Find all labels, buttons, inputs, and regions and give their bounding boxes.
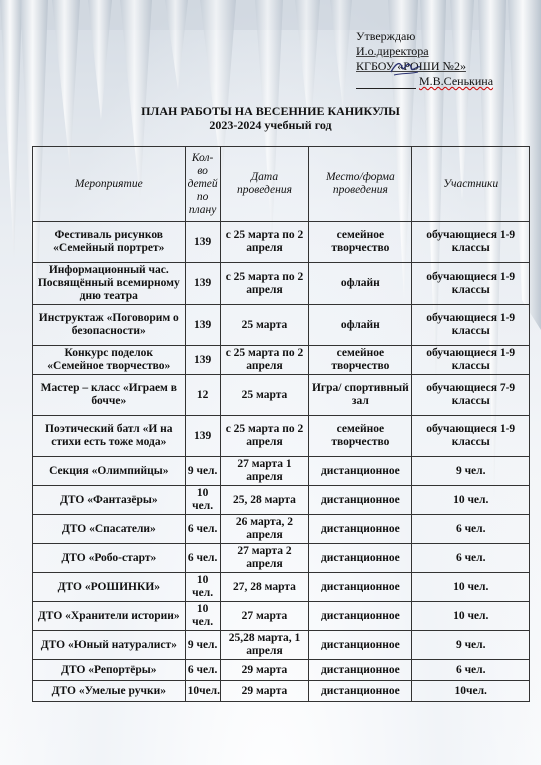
cell-date: 25, 28 марта	[220, 486, 309, 515]
cell-place: дистанционное	[309, 681, 412, 702]
cell-event: Инструктаж «Поговорим о безопасности»	[33, 305, 186, 346]
cell-participants: 10 чел.	[412, 486, 530, 515]
cell-count: 10 чел.	[185, 602, 220, 631]
cell-participants: 6 чел.	[412, 544, 530, 573]
cell-place: офлайн	[309, 263, 412, 305]
cell-event: ДТО «Умелые ручки»	[33, 681, 186, 702]
cell-count: 10 чел.	[185, 573, 220, 602]
cell-event: ДТО «Юный натуралист»	[33, 631, 186, 660]
cell-count: 139	[185, 305, 220, 346]
table-row	[33, 457, 530, 486]
cell-participants: 6 чел.	[412, 660, 530, 681]
cell-event: ДТО «РОШИНКИ»	[33, 573, 186, 602]
cell-event: Поэтический батл «И на стихи есть тоже мода»	[33, 416, 186, 457]
header-date: Дата проведения	[220, 147, 309, 222]
cell-place: дистанционное	[309, 660, 412, 681]
header-event: Мероприятие	[33, 147, 186, 222]
table-row	[33, 305, 530, 346]
document-subtitle: 2023-2024 учебный год	[209, 118, 332, 132]
cell-place: дистанционное	[309, 544, 412, 573]
document-title: ПЛАН РАБОТЫ НА ВЕСЕННИЕ КАНИКУЛЫ	[141, 104, 400, 118]
cell-participants: обучающиеся 1-9 классы	[412, 222, 530, 263]
cell-count: 9 чел.	[185, 457, 220, 486]
cell-count: 139	[185, 416, 220, 457]
cell-place: дистанционное	[309, 457, 412, 486]
cell-date: с 25 марта по 2 апреля	[220, 222, 309, 263]
cell-date: 25 марта	[220, 375, 309, 416]
cell-participants: 10чел.	[412, 681, 530, 702]
cell-place: офлайн	[309, 305, 412, 346]
cell-event: Информационный час. Посвящённый всемирному дню театра	[33, 263, 186, 305]
cell-participants: 6 чел.	[412, 515, 530, 544]
cell-event: Конкурс поделок «Семейное творчество»	[33, 346, 186, 375]
table-row	[33, 631, 530, 660]
handwritten-signature	[388, 57, 422, 79]
cell-date: 25 марта	[220, 305, 309, 346]
table-header-row	[33, 147, 530, 222]
cell-place: дистанционное	[309, 631, 412, 660]
table-row	[33, 346, 530, 375]
cell-date: 27, 28 марта	[220, 573, 309, 602]
table-row	[33, 660, 530, 681]
cell-date: 26 марта, 2 апреля	[220, 515, 309, 544]
cell-place: дистанционное	[309, 515, 412, 544]
cell-date: 27 марта 1 апреля	[220, 457, 309, 486]
cell-participants: обучающиеся 1-9 классы	[412, 305, 530, 346]
cell-event: ДТО «Фантазёры»	[33, 486, 186, 515]
header-count: Кол-во детей по плану	[185, 147, 220, 222]
cell-count: 139	[185, 222, 220, 263]
cell-participants: обучающиеся 1-9 классы	[412, 416, 530, 457]
cell-event: Фестиваль рисунков «Семейный портрет»	[33, 222, 186, 263]
cell-count: 9 чел.	[185, 631, 220, 660]
cell-place: семейное творчество	[309, 416, 412, 457]
cell-count: 6 чел.	[185, 660, 220, 681]
cell-participants: 10 чел.	[412, 573, 530, 602]
cell-count: 6 чел.	[185, 544, 220, 573]
table-row	[33, 486, 530, 515]
cell-participants: обучающиеся 1-9 классы	[412, 263, 530, 305]
approval-position: И.о.директора	[356, 44, 429, 58]
cell-date: с 25 марта по 2 апреля	[220, 263, 309, 305]
cell-event: Секция «Олимпийцы»	[33, 457, 186, 486]
header-participants: Участники	[412, 147, 530, 222]
table-row	[33, 573, 530, 602]
cell-date: с 25 марта по 2 апреля	[220, 346, 309, 375]
cell-event: ДТО «Спасатели»	[33, 515, 186, 544]
cell-count: 12	[185, 375, 220, 416]
cell-date: 27 марта	[220, 602, 309, 631]
cell-place: дистанционное	[309, 602, 412, 631]
cell-event: ДТО «Репортёры»	[33, 660, 186, 681]
cell-date: 29 марта	[220, 660, 309, 681]
cell-participants: обучающиеся 7-9 классы	[412, 375, 530, 416]
cell-place: семейное творчество	[309, 346, 412, 375]
table-row	[33, 544, 530, 573]
cell-count: 10 чел.	[185, 486, 220, 515]
cell-date: 29 марта	[220, 681, 309, 702]
table-row	[33, 222, 530, 263]
cell-place: дистанционное	[309, 486, 412, 515]
table-row	[33, 681, 530, 702]
approval-organization: КГБОУ «РОШИ №2»	[356, 59, 466, 73]
approval-approve: Утверждаю	[356, 29, 416, 43]
plan-table	[32, 146, 530, 702]
cell-date: 27 марта 2 апреля	[220, 544, 309, 573]
cell-place: Игра/ спортивный зал	[309, 375, 412, 416]
approval-block	[356, 29, 536, 89]
cell-count: 139	[185, 346, 220, 375]
table-row	[33, 263, 530, 305]
cell-count: 6 чел.	[185, 515, 220, 544]
cell-event: ДТО «Робо-старт»	[33, 544, 186, 573]
table-row	[33, 602, 530, 631]
cell-place: дистанционное	[309, 573, 412, 602]
cell-participants: 9 чел.	[412, 457, 530, 486]
cell-count: 139	[185, 263, 220, 305]
table-row	[33, 515, 530, 544]
cell-date: с 25 марта по 2 апреля	[220, 416, 309, 457]
cell-participants: 9 чел.	[412, 631, 530, 660]
cell-event: ДТО «Хранители истории»	[33, 602, 186, 631]
cell-place: семейное творчество	[309, 222, 412, 263]
cell-participants: 10 чел.	[412, 602, 530, 631]
approval-signer: М.В.Сенькина	[419, 74, 494, 88]
table-row	[33, 416, 530, 457]
cell-count: 10чел.	[185, 681, 220, 702]
cell-date: 25,28 марта, 1 апреля	[220, 631, 309, 660]
header-place: Место/форма проведения	[309, 147, 412, 222]
cell-event: Мастер – класс «Играем в бочче»	[33, 375, 186, 416]
cell-participants: обучающиеся 1-9 классы	[412, 346, 530, 375]
table-row	[33, 375, 530, 416]
